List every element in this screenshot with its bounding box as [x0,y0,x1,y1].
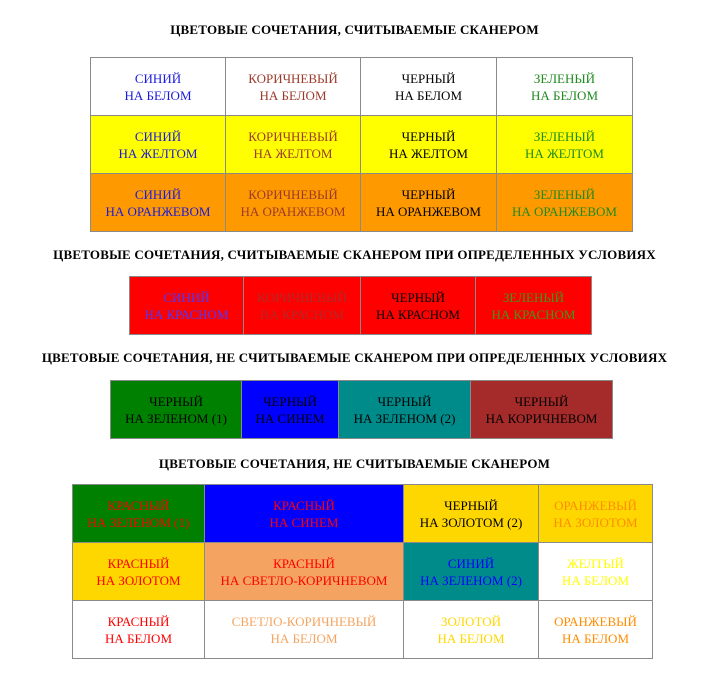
text-color-label: СИНИЙ [134,128,182,144]
text-color-label: ЗЕЛЕНЫЙ [533,128,596,144]
heading-unreadable: ЦВЕТОВЫЕ СОЧЕТАНИЯ, НЕ СЧИТЫВАЕМЫЕ СКАНЕРОМ [158,456,551,471]
color-combination-cell [130,277,244,335]
text-color-label: КРАСНЫЙ [107,555,170,571]
color-combination-cell [91,116,226,174]
text-color-label: ЧЕРНЫЙ [401,70,456,86]
color-combination-cell [539,543,653,601]
table-readable [90,57,633,232]
color-combination-cell [226,116,361,174]
background-color-label: НА БЕЛОМ [561,572,630,588]
color-combination-cell [205,543,404,601]
text-color-label: ЧЕРНЫЙ [401,186,456,202]
color-combination-cell [73,601,205,659]
background-color-label: НА КРАСНОМ [375,306,460,322]
color-combination-cell [361,174,497,232]
background-color-label: НА СВЕТЛО-КОРИЧНЕВОМ [220,572,388,588]
heading-readable: ЦВЕТОВЫЕ СОЧЕТАНИЯ, СЧИТЫВАЕМЫЕ СКАНЕРОМ [170,22,539,37]
table-unreadable [72,484,653,659]
color-combination-cell [361,277,476,335]
background-color-label: НА ЗЕЛЕНОМ (1) [87,514,190,530]
color-combination-cell [361,116,497,174]
color-combination-cell [404,485,539,543]
background-color-label: НА БЕЛОМ [437,630,505,646]
table-row [73,543,653,601]
text-color-label: КРАСНЫЙ [107,497,170,513]
heading-conditional-readable: ЦВЕТОВЫЕ СОЧЕТАНИЯ, СЧИТЫВАЕМЫЕ СКАНЕРОМ ПРИ ОПРЕДЕЛЕННЫХ УСЛОВИЯХ [53,247,656,262]
background-color-label: НА СИНЕМ [269,514,339,530]
background-color-label: НА ЗЕЛЕНОМ (1) [125,410,227,426]
text-color-label: ЖЕЛТЫЙ [567,555,624,571]
text-color-label: КРАСНЫЙ [273,555,335,571]
background-color-label: НА КРАСНОМ [144,306,229,322]
text-color-label: ЧЕРНЫЙ [149,393,203,409]
text-color-label: ЧЕРНЫЙ [444,497,498,513]
color-combination-cell [339,381,471,439]
background-color-label: НА ЗОЛОТОМ (2) [419,514,523,530]
heading-conditional-unreadable: ЦВЕТОВЫЕ СОЧЕТАНИЯ, НЕ СЧИТЫВАЕМЫЕ СКАНЕРОМ ПРИ ОПРЕДЕЛЕННЫХ УСЛОВИЯХ [41,350,668,365]
text-color-label: СВЕТЛО-КОРИЧНЕВЫЙ [231,613,377,629]
text-color-label: СИНИЙ [134,70,182,86]
text-color-label: ЧЕРНЫЙ [514,393,569,409]
background-color-label: НА ЗЕЛЕНОМ (2) [420,572,522,588]
text-color-label: ЗЕЛЕНЫЙ [533,186,596,202]
color-combination-cell [404,601,539,659]
color-combination-cell [91,58,226,116]
background-color-label: НА СИНЕМ [255,410,325,426]
color-combination-cell [539,485,653,543]
background-color-label: НА КРАСНОМ [259,306,344,322]
color-combination-cell [205,601,404,659]
color-combination-cell [497,58,633,116]
background-color-label: НА КРАСНОМ [491,306,576,322]
color-combination-cell [73,485,205,543]
text-color-label: СИНИЙ [134,186,182,202]
background-color-label: НА ЖЕЛТОМ [253,145,333,161]
text-color-label: ЗОЛОТОЙ [440,613,501,629]
text-color-label: ЧЕРНЫЙ [377,393,432,409]
color-combination-cell [497,174,633,232]
color-combination-cell [205,485,404,543]
text-color-label: КОРИЧНЕВЫЙ [248,128,338,144]
background-color-label: НА ОРАНЖЕВОМ [376,203,481,219]
text-color-label: ЧЕРНЫЙ [263,393,317,409]
text-color-label: ЗЕЛЕНЫЙ [533,70,596,86]
background-color-label: НА ЖЕЛТОМ [389,145,468,161]
table-row [91,116,633,174]
background-color-label: НА БЕЛОМ [104,630,173,646]
color-combination-cell [404,543,539,601]
text-color-label: ОРАНЖЕВЫЙ [554,497,637,513]
text-color-label: ЧЕРНЫЙ [391,289,445,305]
background-color-label: НА БЕЛОМ [561,630,630,646]
text-color-label: ЧЕРНЫЙ [401,128,456,144]
color-combination-cell [91,174,226,232]
text-color-label: КРАСНЫЙ [107,613,170,629]
table-row [73,485,653,543]
color-combination-cell [73,543,205,601]
color-combination-cell [497,116,633,174]
background-color-label: НА БЕЛОМ [270,630,338,646]
background-color-label: НА ОРАНЖЕВОМ [105,203,211,219]
background-color-label: НА БЕЛОМ [124,87,192,103]
color-combination-cell [471,381,613,439]
background-color-label: НА БЕЛОМ [259,87,327,103]
text-color-label: КОРИЧНЕВЫЙ [257,289,347,305]
color-combination-cell [244,277,361,335]
color-combination-cell [111,381,242,439]
background-color-label: НА ЖЕЛТОМ [525,145,604,161]
background-color-label: НА ЖЕЛТОМ [118,145,198,161]
text-color-label: СИНИЙ [163,289,210,305]
text-color-label: КОРИЧНЕВЫЙ [248,70,338,86]
text-color-label: КОРИЧНЕВЫЙ [248,186,338,202]
text-color-label: КРАСНЫЙ [273,497,335,513]
table-row [73,601,653,659]
color-combination-cell [226,174,361,232]
color-combination-cell [242,381,339,439]
table-row [111,381,613,439]
background-color-label: НА ОРАНЖЕВОМ [240,203,346,219]
background-color-label: НА ЗОЛОТОМ [96,572,181,588]
text-color-label: ОРАНЖЕВЫЙ [554,613,637,629]
background-color-label: НА ОРАНЖЕВОМ [512,203,617,219]
background-color-label: НА КОРИЧНЕВОМ [485,410,598,426]
color-combination-cell [226,58,361,116]
color-combination-cell [361,58,497,116]
text-color-label: ЗЕЛЕНЫЙ [502,289,565,305]
background-color-label: НА ЗЕЛЕНОМ (2) [353,410,456,426]
background-color-label: НА БЕЛОМ [394,87,463,103]
table-conditional-unreadable [110,380,613,439]
text-color-label: СИНИЙ [447,555,495,571]
color-combination-cell [476,277,592,335]
background-color-label: НА БЕЛОМ [530,87,599,103]
table-row [91,58,633,116]
table-row [130,277,592,335]
color-combination-cell [539,601,653,659]
table-row [91,174,633,232]
background-color-label: НА ЗОЛОТОМ [553,514,638,530]
table-conditional-readable [129,276,592,335]
